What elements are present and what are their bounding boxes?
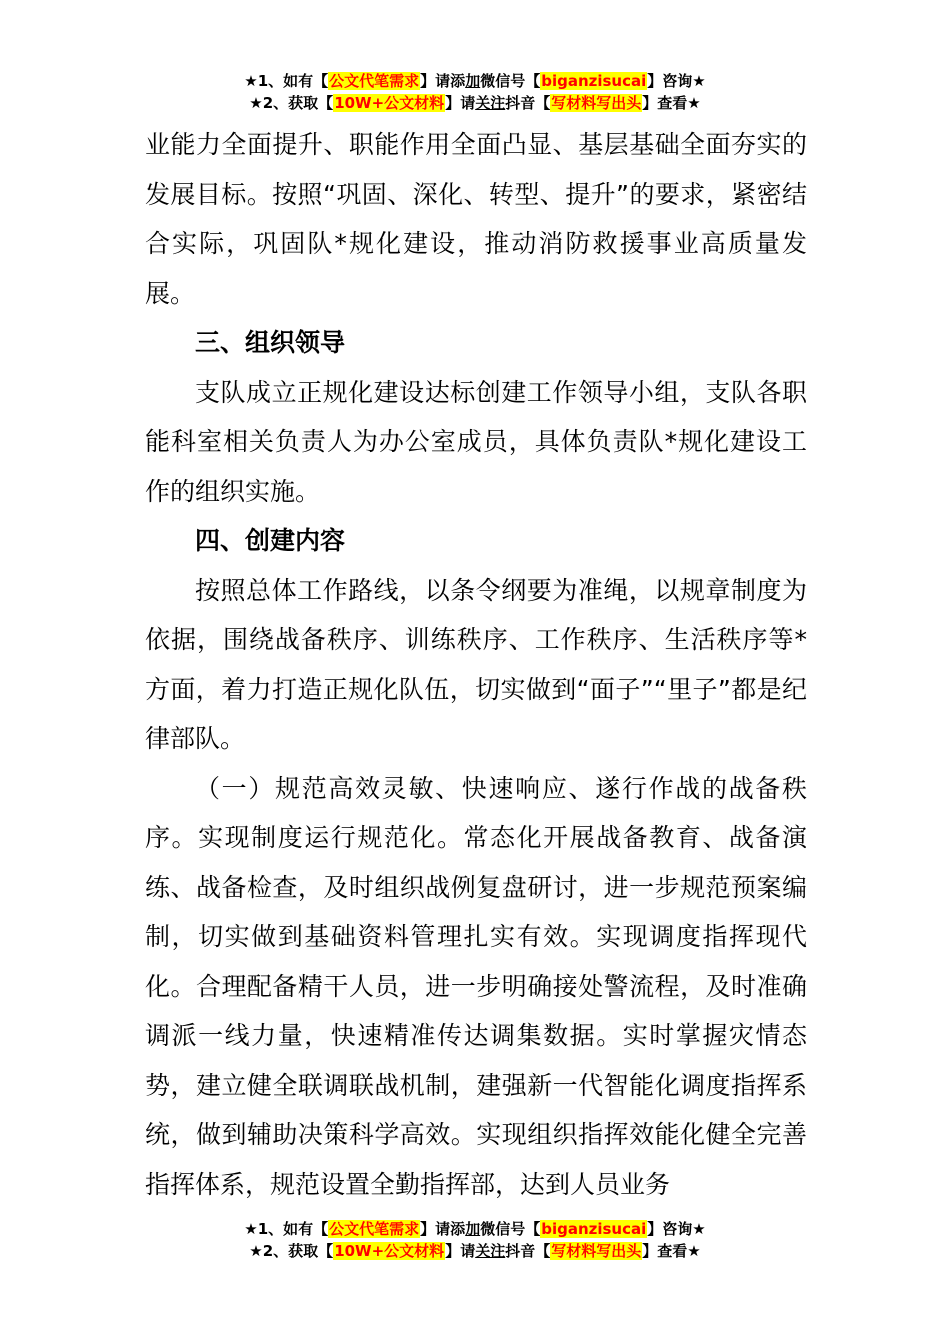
banner-underlined-text: 加 <box>465 72 481 90</box>
header-banner <box>0 70 950 114</box>
document-body <box>145 120 807 1209</box>
banner-line-1 <box>0 70 950 92</box>
banner-text: ★1、如有【 <box>244 1220 329 1238</box>
banner-text: 】请添 <box>420 72 466 90</box>
banner-highlight: 10W+公文材料 <box>334 1242 445 1260</box>
banner-text: ★2、获取【 <box>249 1242 334 1260</box>
banner-text: 抖音【 <box>505 94 551 112</box>
banner-text: 微信号【 <box>480 1220 541 1238</box>
banner-underlined-text: 关注 <box>475 1242 506 1260</box>
banner-line-1 <box>0 1218 950 1240</box>
banner-highlight: 写材料写出头 <box>551 94 642 112</box>
banner-underlined-text: 关注 <box>475 94 506 112</box>
section-heading-content: 四、创建内容 <box>195 526 346 555</box>
banner-text: 】咨询★ <box>647 1220 706 1238</box>
paragraph-content-intro: 按照总体工作路线，以条令纲要为准绳，以规章制度为依据，围绕战备秩序、训练秩序、工作秩序、生活秩序等*方面，着力打造正规化队伍，切实做到“面子”“里子”都是纪律部队。 <box>145 575 807 753</box>
banner-text: 】请添 <box>420 1220 466 1238</box>
footer-banner <box>0 1218 950 1262</box>
banner-highlight: biganzisucai <box>541 1220 647 1238</box>
paragraph-combat-readiness: （一）规范高效灵敏、快速响应、遂行作战的战备秩序。实现制度运行规范化。常态化开展战备教育、战备演练、战备检查，及时组织战例复盘研讨，进一步规范预案编制，切实做到基础资料管理扎实有效。实现调度指挥现代化。合理配备精干人员，进一步明确接处警流程，及时准确调派一线力量，快速精准传达调集数据。实时掌握灾情态势，建立健全联调联战机制，建强新一代智能化调度指挥系统，做到辅助决策科学高效。实现组织指挥效能化健全完善指挥体系，规范设置全勤指挥部，达到人员业务 <box>145 773 807 1199</box>
section-heading-organization: 三、组织领导 <box>195 328 346 357</box>
banner-text: ★1、如有【 <box>244 72 329 90</box>
banner-text: 】请 <box>445 94 476 112</box>
paragraph-organization: 支队成立正规化建设达标创建工作领导小组，支队各职能科室相关负责人为办公室成员，具体负责队*规化建设工作的组织实施。 <box>145 377 807 506</box>
banner-text: 】咨询★ <box>647 72 706 90</box>
banner-text: ★2、获取【 <box>249 94 334 112</box>
banner-text: 】查看★ <box>642 94 701 112</box>
banner-highlight: 写材料写出头 <box>551 1242 642 1260</box>
banner-highlight: 公文代笔需求 <box>329 1220 420 1238</box>
banner-text: 微信号【 <box>480 72 541 90</box>
banner-underlined-text: 加 <box>465 1220 481 1238</box>
banner-highlight: 公文代笔需求 <box>329 72 420 90</box>
banner-highlight: 10W+公文材料 <box>334 94 445 112</box>
banner-text: 】请 <box>445 1242 476 1260</box>
paragraph-continuation: 业能力全面提升、职能作用全面凸显、基层基础全面夯实的发展目标。按照“巩固、深化、转型、提升”的要求，紧密结合实际，巩固队*规化建设，推动消防救援事业高质量发展。 <box>145 130 807 308</box>
banner-highlight: biganzisucai <box>541 72 647 90</box>
banner-line-2 <box>0 92 950 114</box>
banner-text: 抖音【 <box>505 1242 551 1260</box>
banner-text: 】查看★ <box>642 1242 701 1260</box>
banner-line-2 <box>0 1240 950 1262</box>
